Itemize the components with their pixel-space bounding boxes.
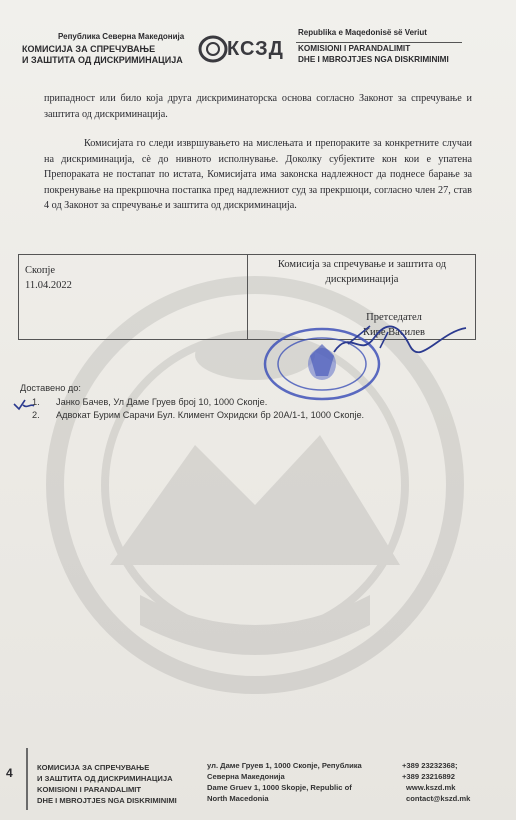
header-republic-mk: Република Северна Македонија (58, 32, 185, 41)
page-number: 4 (6, 766, 13, 780)
header-commission-mk-line2: И ЗАШТИТА ОД ДИСКРИМИНАЦИЈА (22, 55, 183, 65)
footer-email: contact@kszd.mk (406, 794, 471, 803)
footer-divider (26, 748, 28, 810)
header-divider (296, 42, 462, 43)
signatory-name: Кире Василев (363, 327, 425, 338)
date: 11.04.2022 (25, 280, 72, 291)
header-commission-al-line1: KOMISIONI I PARANDALIMIT (298, 44, 411, 53)
recipient-text: Јанко Бачев, Ул Даме Груев број 10, 1000 Скопје. (56, 397, 268, 407)
footer-website: www.kszd.mk (406, 783, 456, 792)
header-commission-mk-line1: КОМИСИЈА ЗА СПРЕЧУВАЊЕ (22, 44, 156, 54)
signatory-commission: Комисија за спречување и заштита од дискриминација (277, 259, 447, 285)
footer-org-line: И ЗАШТИТА ОД ДИСКРИМИНАЦИЈА (37, 774, 173, 783)
header-left (22, 32, 207, 66)
header-commission-al-line2: DHE I MBROJTJES NGA DISKRIMINIMI (298, 55, 449, 64)
footer-phone: +389 23216892 (402, 772, 456, 781)
delivered-label: Доставено до: (20, 383, 81, 393)
handwritten-signature (330, 318, 470, 368)
header-republic-al: Republika e Maqedonisë së Veriut (298, 28, 427, 37)
recipient-number: 2. (32, 410, 40, 420)
footer-address (207, 760, 362, 804)
footer-org-line: КОМИСИЈА ЗА СПРЕЧУВАЊЕ (37, 763, 150, 772)
commission-logo (197, 34, 297, 64)
letter-body (44, 91, 472, 214)
recipient-item (32, 396, 364, 409)
footer-address-line: North Macedonia (207, 794, 269, 803)
place-date-cell (25, 263, 72, 293)
recipient-list (32, 396, 364, 422)
header-right (298, 28, 498, 65)
recipient-number: 1. (32, 397, 40, 407)
city: Скопје (25, 265, 56, 276)
footer-contact (402, 760, 470, 804)
recipient-text: Адвокат Бурим Сарачи Бул. Климент Охридски бр 20А/1-1, 1000 Скопје. (56, 410, 365, 420)
footer-org-line: DHE I MBROJTJES NGA DISKRIMINIMI (37, 796, 177, 805)
footer-org-line: KOMISIONI I PARANDALIMIT (37, 785, 142, 794)
body-paragraph-1: припадност или било која друга дискриминаторска основа согласно Законот за спречување и заштита од дискриминација. (44, 93, 472, 120)
footer-address-line: Северна Македонија (207, 772, 285, 781)
body-paragraph-2: Комисијата го следи извршувањето на мислењата и препораките за конкретните случаи на дискриминација, сè до нивното исполнување. Доколку субјектите кон кои е упатена Препораката не постапат по истата, Комисијата има законска надлежност да поднесе барање за покренување на прекршочна постапка пред надлежниот суд за прекршоци, согласно член 27, став 4 од Законот за спречување и заштита од дискриминација. (44, 138, 472, 211)
footer-address-line: ул. Даме Груев 1, 1000 Скопје, Република (207, 761, 362, 770)
footer-phone: +389 23232368; (402, 761, 458, 770)
logo-text: КСЗД (227, 38, 284, 60)
recipient-item (32, 409, 364, 422)
table-divider (247, 255, 248, 339)
signatory-title: Претседател (366, 312, 422, 323)
footer-organization (37, 762, 177, 806)
footer-address-line: Dame Gruev 1, 1000 Skopje, Republic of (207, 783, 352, 792)
logo-emblem-icon (197, 34, 231, 64)
